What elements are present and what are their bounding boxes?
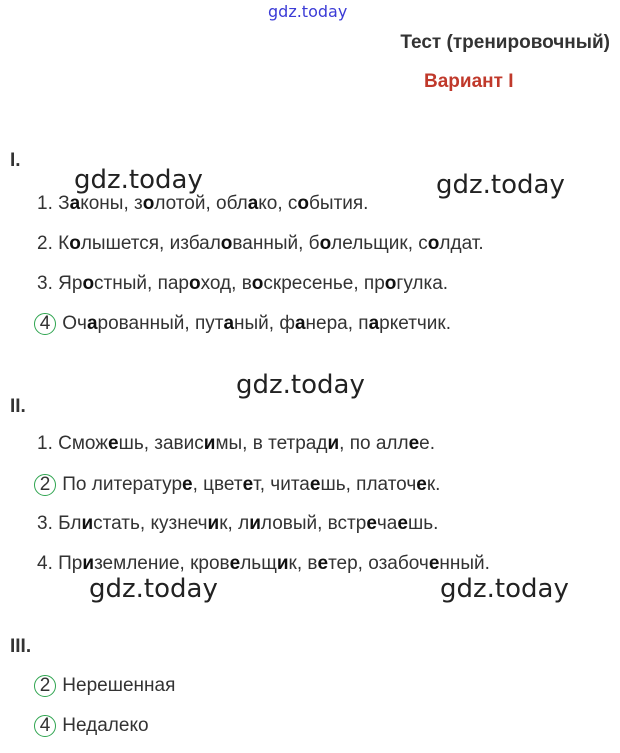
item-number: 1. bbox=[37, 193, 53, 214]
circled-answer-number: 4 bbox=[34, 313, 56, 335]
watermark: gdz.today bbox=[74, 165, 203, 195]
list-item: 2. Колышется, избалованный, болельщик, солдат. bbox=[37, 233, 484, 254]
variant-label: Вариант I bbox=[424, 71, 514, 92]
list-item: 1. Сможешь, зависимы, в тетради, по аллее. bbox=[37, 433, 436, 454]
circled-answer-number: 2 bbox=[34, 675, 56, 697]
section-label: II. bbox=[10, 396, 26, 417]
watermark-top: gdz.today bbox=[268, 2, 348, 21]
item-number: 3. bbox=[37, 513, 53, 534]
list-item: 2 По литературе, цветет, читаешь, платочек. bbox=[37, 474, 440, 496]
answer-text: Недалеко bbox=[62, 715, 149, 736]
circled-answer-number: 4 bbox=[34, 715, 56, 737]
list-item: 4 Очарованный, путаный, фанера, паркетчик. bbox=[37, 313, 451, 335]
list-item bbox=[37, 675, 175, 697]
watermark: gdz.today bbox=[89, 574, 218, 604]
list-item bbox=[37, 715, 149, 737]
watermark: gdz.today bbox=[436, 170, 565, 200]
answer-text: Нерешенная bbox=[62, 675, 176, 696]
item-number: 4. bbox=[37, 553, 53, 574]
page-title: Тест (тренировочный) bbox=[400, 32, 610, 53]
list-item: 3. Яростный, пароход, воскресенье, прогулка. bbox=[37, 273, 449, 294]
list-item: 1. Законы, золотой, облако, события. bbox=[37, 193, 369, 214]
item-number: 3. bbox=[37, 273, 53, 294]
section-label: I. bbox=[10, 150, 21, 171]
watermark: gdz.today bbox=[440, 574, 569, 604]
watermark: gdz.today bbox=[236, 370, 365, 400]
circled-answer-number: 2 bbox=[34, 474, 56, 496]
section-label: III. bbox=[10, 636, 32, 657]
list-item: 4. Приземление, кровельщик, ветер, озабоченный. bbox=[37, 553, 490, 574]
item-number: 1. bbox=[37, 433, 53, 454]
list-item: 3. Блистать, кузнечик, лиловый, встречаешь. bbox=[37, 513, 439, 534]
item-number: 2. bbox=[37, 233, 53, 254]
